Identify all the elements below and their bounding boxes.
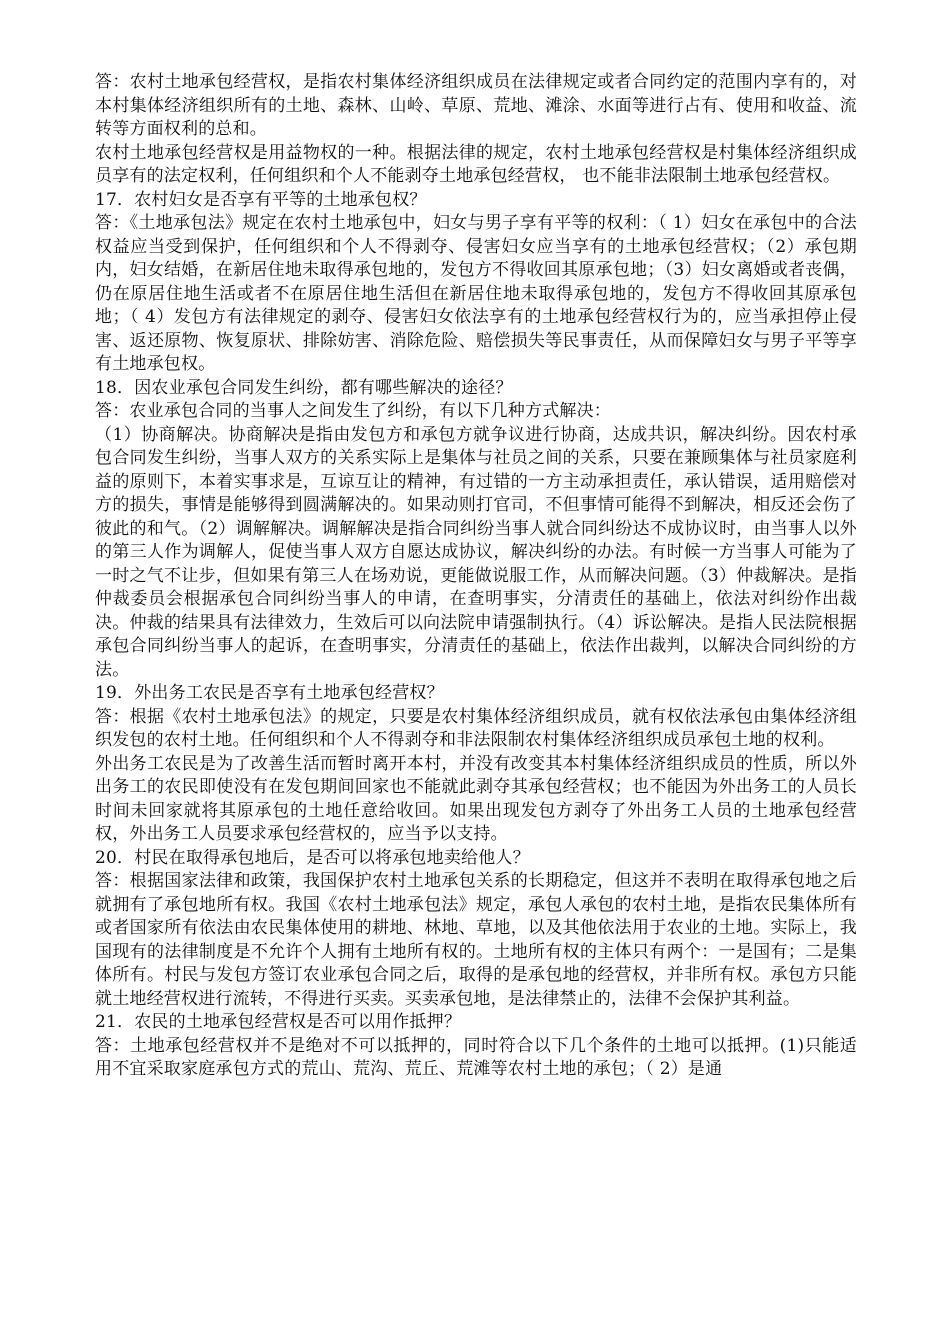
answer-paragraph: 答：《土地承包法》规定在农村土地承包中，妇女与男子享有平等的权利：（ 1）妇女在承包中的合法权益应当受到保护，任何组织和个人不得剥夺、侵害妇女应当享有的土地承包经营权；（2）承包期内，妇女结婚，在新居住地未取得承包地的，发包方不得收回其原承包地；（3）妇女离婚或者丧偶，仍在原居住地生活或者不在原居住地生活但在新居住地未取得承包地的，发包方不得收回其原承包地；（ 4）发包方有法律规定的剥夺、侵害妇女依法享有的土地承包经营权行为的，应当承担停止侵害、返还原物、恢复原状、排除妨害、消除危险、赔偿损失等民事责任，从而保障妇女与男子平等享有土地承包权。 bbox=[95, 213, 857, 374]
document-body bbox=[95, 71, 857, 1082]
question-heading-21: 21．农民的土地承包经营权是否可以用作抵押？ bbox=[95, 1012, 462, 1032]
answer-paragraph: 答：根据《农村土地承包法》的规定，只要是农村集体经济组织成员，就有权依法承包由集体经济组织发包的农村土地。任何组织和个人不得剥夺和非法限制农村集体经济组织成员承包土地的权利。 bbox=[95, 706, 857, 750]
question-heading-17: 17．农村妇女是否享有平等的土地承包权？ bbox=[95, 189, 427, 210]
answer-paragraph: 答：根据国家法律和政策，我国保护农村土地承包关系的长期稳定，但这并不表明在取得承包地之后就拥有了承包地所有权。我国《农村土地承包法》规定，承包人承包的农村土地，是指农民集体所有或者国家所有依法由农民集体使用的耕地、林地、草地，以及其他依法用于农业的土地。实际上，我国现有的法律制度是不允许个人拥有土地所有权的。土地所有权的主体只有两个：一是国有；二是集体所有。村民与发包方签订农业承包合同之后，取得的是承包地的经营权，并非所有权。承包方只能就土地经营权进行流转，不得进行买卖。买卖承包地，是法律禁止的，法律不会保护其利益。 bbox=[95, 871, 857, 1009]
answer-paragraph: 答：农业承包合同的当事人之间发生了纠纷，有以下几种方式解决： bbox=[95, 401, 611, 421]
question-heading-20: 20．村民在取得承包地后，是否可以将承包地卖给他人？ bbox=[95, 847, 530, 868]
answer-paragraph: 答：农村土地承包经营权，是指农村集体经济组织成员在法律规定或者合同约定的范围内享有的，对本村集体经济组织所有的土地、森林、山岭、草原、荒地、滩涂、水面等进行占有、使用和收益、流转等方面权利的总和。 bbox=[95, 72, 857, 139]
answer-paragraph: 答：土地承包经营权并不是绝对不可以抵押的，同时符合以下几个条件的土地可以抵押。(1)只能适用不宜采取家庭承包方式的荒山、荒沟、荒丘、荒滩等农村土地的承包；（ 2）是通 bbox=[95, 1035, 857, 1079]
answer-paragraph: 外出务工农民是为了改善生活而暂时离开本村，并没有改变其本村集体经济组织成员的性质，所以外出务工的农民即使没有在发包期间回家也不能就此剥夺其承包经营权；也不能因为外出务工的人员长时间未回家就将其原承包的土地任意给收回。如果出现发包方剥夺了外出务工人员的土地承包经营权，外出务工人员要求承包经营权的，应当予以支持。 bbox=[95, 753, 857, 844]
question-heading-19: 19．外出务工农民是否享有土地承包经营权？ bbox=[95, 683, 444, 703]
answer-paragraph: 农村土地承包经营权是用益物权的一种。根据法律的规定，农村土地承包经营权是村集体经济组织成员享有的法定权利，任何组织和个人不能剥夺土地承包经营权， 也不能非法限制土地承包经营权。 bbox=[95, 142, 857, 186]
answer-paragraph: （1）协商解决。协商解决是指由发包方和承包方就争议进行协商，达成共识，解决纠纷。因农村承包合同发生纠纷，当事人双方的关系实际上是集体与社员之间的关系，只要在兼顾集体与社员家庭利益的原则下，本着实事求是，互谅互让的精神，有过错的一方主动承担责任，承认错误，适用赔偿对方的损失，事情是能够得到圆满解决的。如果动则打官司，不但事情可能得不到解决，相反还会伤了彼此的和气。（2）调解解决。调解解决是指合同纠纷当事人就合同纠纷达不成协议时，由当事人以外的第三人作为调解人，促使当事人双方自愿达成协议，解决纠纷的办法。有时候一方当事人可能为了一时之气不让步，但如果有第三人在场劝说，更能做说服工作，从而解决问题。（3）仲裁解决。是指仲裁委员会根据承包合同纠纷当事人的申请，在查明事实，分清责任的基础上，依法对纠纷作出裁决。仲裁的结果具有法律效力，生效后可以向法院申请强制执行。（4）诉讼解决。是指人民法院根据承包合同纠纷当事人的起诉，在查明事实，分清责任的基础上，依法作出裁判，以解决合同纠纷的方法。 bbox=[95, 424, 857, 680]
question-heading-18: 18．因农业承包合同发生纠纷，都有哪些解决的途径？ bbox=[95, 377, 513, 398]
